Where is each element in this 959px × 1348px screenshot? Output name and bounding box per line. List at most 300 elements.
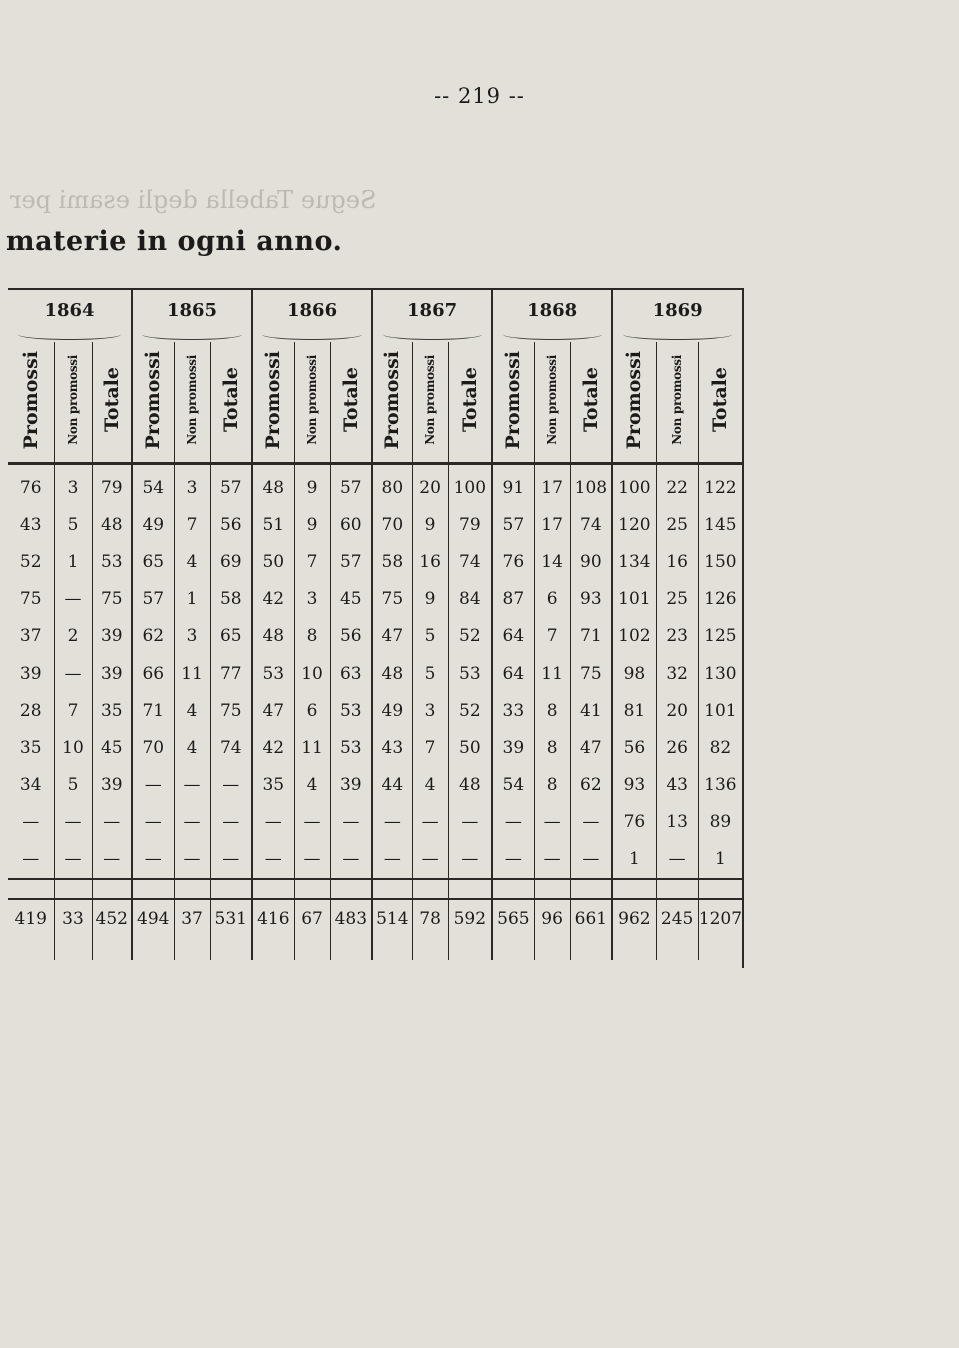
table-cell: 7 [412, 729, 448, 766]
table-cell: 39 [92, 767, 132, 804]
table-tail-row [8, 938, 742, 960]
table-cell: 39 [92, 655, 132, 692]
column-header-label: Promossi [262, 350, 285, 450]
table-cell [210, 879, 252, 899]
year-brace [383, 329, 482, 340]
table-cell: 16 [656, 543, 698, 580]
table-cell: 10 [54, 729, 92, 766]
table-cell: 20 [412, 464, 448, 507]
table-cell [570, 938, 612, 960]
table-cell: 39 [330, 767, 372, 804]
table-cell [294, 879, 330, 899]
table-cell [92, 879, 132, 899]
table-cell [612, 938, 656, 960]
table-cell: 91 [492, 464, 534, 507]
table-cell: 93 [612, 767, 656, 804]
column-header-label: Promossi [502, 350, 525, 450]
table-cell: — [330, 841, 372, 879]
table-cell: 1 [54, 543, 92, 580]
table-cell: 2 [54, 618, 92, 655]
table-cell: 57 [492, 506, 534, 543]
table-cell [448, 879, 492, 899]
table-cell: 89 [698, 804, 742, 841]
column-header-label: Totale [458, 367, 481, 433]
table-cell: 96 [534, 899, 570, 938]
table-cell [132, 938, 174, 960]
table-cell: 11 [174, 655, 210, 692]
table-cell: 63 [330, 655, 372, 692]
table-cell: 11 [294, 729, 330, 766]
table-cell: 65 [132, 543, 174, 580]
table-cell: 3 [174, 464, 210, 507]
table-cell: 7 [54, 692, 92, 729]
table-cell: 452 [92, 899, 132, 938]
column-header [174, 342, 210, 464]
table-row [8, 692, 742, 729]
table-cell: 1207 [698, 899, 742, 938]
table-cell [210, 938, 252, 960]
table-cell: 47 [372, 618, 412, 655]
table-cell: 54 [492, 767, 534, 804]
table-cell [492, 879, 534, 899]
year-label: 1866 [287, 300, 338, 321]
table-cell: 7 [174, 506, 210, 543]
table-cell: 419 [14, 909, 47, 930]
table-cell [534, 938, 570, 960]
table-cell: 35 [252, 767, 294, 804]
table-cell: — [54, 581, 92, 618]
table-cell [330, 879, 372, 899]
year-header-row [8, 288, 742, 342]
column-header [534, 342, 570, 464]
table-cell: — [372, 804, 412, 841]
table-cell: — [132, 804, 174, 841]
table-cell: 661 [570, 899, 612, 938]
table-row [8, 729, 742, 766]
table-cell: 62 [132, 618, 174, 655]
table-cell: 49 [372, 692, 412, 729]
table-cell: — [534, 841, 570, 879]
table-cell: 82 [698, 729, 742, 766]
table-cell: 245 [656, 899, 698, 938]
table-cell: 53 [252, 655, 294, 692]
table-cell: — [22, 812, 40, 833]
table-cell: 76 [612, 804, 656, 841]
table-cell: 125 [698, 618, 742, 655]
table-cell: 48 [448, 767, 492, 804]
table-cell: 1 [612, 841, 656, 879]
table-cell: 8 [534, 692, 570, 729]
table-cell: — [570, 804, 612, 841]
table-cell: 48 [92, 506, 132, 543]
table-cell: 70 [132, 729, 174, 766]
table-cell: — [448, 841, 492, 879]
column-header [294, 342, 330, 464]
table-cell: 34 [19, 775, 42, 796]
table-cell: 69 [210, 543, 252, 580]
column-header-label: Non promossi [545, 355, 560, 445]
table-cell: 45 [330, 581, 372, 618]
table-cell: 75 [19, 589, 42, 610]
table-cell: 57 [330, 464, 372, 507]
table-cell: 74 [448, 543, 492, 580]
table-cell: 4 [412, 767, 448, 804]
table-cell: — [294, 841, 330, 879]
table-cell: 145 [698, 506, 742, 543]
table-cell: 44 [372, 767, 412, 804]
table-row [8, 506, 742, 543]
table-row [8, 464, 742, 507]
table-cell: 4 [174, 543, 210, 580]
table-cell: 81 [612, 692, 656, 729]
table-cell: 58 [210, 581, 252, 618]
table-cell: 47 [252, 692, 294, 729]
table-cell: 3 [174, 618, 210, 655]
table-cell: — [92, 841, 132, 879]
table-cell: 22 [656, 464, 698, 507]
table-cell: 79 [92, 464, 132, 507]
table-cell: 5 [54, 767, 92, 804]
table-cell [174, 938, 210, 960]
year-brace [503, 329, 602, 340]
table-cell: 51 [252, 506, 294, 543]
table-cell: 57 [210, 464, 252, 507]
table-cell [612, 879, 656, 899]
table-cell [698, 938, 742, 960]
table-cell: 77 [210, 655, 252, 692]
column-header-label: Non promossi [305, 355, 320, 445]
table-cell: 5 [54, 506, 92, 543]
column-header [54, 342, 92, 464]
table-cell: 54 [132, 464, 174, 507]
table-cell: 71 [132, 692, 174, 729]
column-header-label: Totale [100, 367, 123, 433]
table-cell: 25 [656, 581, 698, 618]
table-cell: 39 [92, 618, 132, 655]
table-cell: — [174, 841, 210, 879]
column-header [132, 342, 174, 464]
year-brace [18, 329, 121, 340]
table-cell: 53 [330, 729, 372, 766]
table-cell: 43 [372, 729, 412, 766]
table-cell: 101 [612, 581, 656, 618]
table-cell: 87 [492, 581, 534, 618]
table-cell: 48 [252, 618, 294, 655]
table-cell: 4 [294, 767, 330, 804]
table-cell: 32 [656, 655, 698, 692]
table-cell: 37 [19, 626, 42, 647]
table-cell [132, 879, 174, 899]
subheader-row [8, 342, 742, 464]
table-cell: 75 [92, 581, 132, 618]
table-right-rule [742, 288, 744, 968]
table-cell: 41 [570, 692, 612, 729]
table-cell: 120 [612, 506, 656, 543]
table-cell: 9 [294, 464, 330, 507]
table-cell: 13 [656, 804, 698, 841]
table-cell: 58 [372, 543, 412, 580]
table-cell: 531 [210, 899, 252, 938]
table-cell: 70 [372, 506, 412, 543]
table-row [8, 581, 742, 618]
column-header-label: Totale [579, 367, 602, 433]
table-cell: — [294, 804, 330, 841]
table-cell: 565 [492, 899, 534, 938]
table-cell: 4 [174, 692, 210, 729]
table-caption: materie in ogni anno. [6, 226, 343, 257]
column-header [656, 342, 698, 464]
year-header [132, 288, 252, 342]
table-cell: 64 [492, 655, 534, 692]
table-cell: 100 [612, 464, 656, 507]
table-cell: 514 [372, 899, 412, 938]
table-cell: 53 [448, 655, 492, 692]
table-cell: 76 [492, 543, 534, 580]
year-header [492, 288, 612, 342]
table-cell: 416 [252, 899, 294, 938]
table-cell: 7 [294, 543, 330, 580]
table-cell [534, 879, 570, 899]
table-cell [252, 938, 294, 960]
table-cell: — [174, 804, 210, 841]
table-cell: 80 [372, 464, 412, 507]
table-cell: 6 [294, 692, 330, 729]
table-cell [54, 879, 92, 899]
exam-results-table [8, 288, 742, 960]
table-cell: — [656, 841, 698, 879]
table-cell: 494 [132, 899, 174, 938]
table-row [8, 804, 742, 841]
table-cell: 1 [174, 581, 210, 618]
table-cell: 42 [252, 729, 294, 766]
table-cell: 79 [448, 506, 492, 543]
table-cell: 8 [534, 729, 570, 766]
column-header [612, 342, 656, 464]
table-cell: 57 [330, 543, 372, 580]
table-cell: — [132, 767, 174, 804]
table-row [8, 767, 742, 804]
table-cell: 17 [534, 464, 570, 507]
column-header [492, 342, 534, 464]
table-cell: 71 [570, 618, 612, 655]
table-cell: 35 [19, 737, 42, 758]
table-cell [8, 879, 54, 899]
column-header [330, 342, 372, 464]
table-cell: — [210, 767, 252, 804]
column-header-label: Promossi [381, 350, 404, 450]
table-cell: — [174, 767, 210, 804]
table-cell: 93 [570, 581, 612, 618]
table-cell: — [252, 804, 294, 841]
column-header-label: Totale [709, 367, 732, 433]
table-cell: 60 [330, 506, 372, 543]
year-label: 1869 [652, 300, 703, 321]
table-cell: 66 [132, 655, 174, 692]
table-cell: 48 [252, 464, 294, 507]
table-cell: 75 [372, 581, 412, 618]
table-cell: — [54, 841, 92, 879]
table-row [8, 543, 742, 580]
table-cell: 56 [210, 506, 252, 543]
column-header [8, 342, 54, 464]
column-header [412, 342, 448, 464]
year-brace [142, 329, 241, 340]
table-cell: 52 [448, 618, 492, 655]
totals-row [8, 899, 742, 938]
year-brace [623, 329, 731, 340]
table-cell: 64 [492, 618, 534, 655]
total-separator-row [8, 879, 742, 899]
year-header [612, 288, 742, 342]
table-cell: 33 [54, 899, 92, 938]
column-header [570, 342, 612, 464]
table-cell: 43 [19, 514, 42, 535]
table-cell [92, 938, 132, 960]
table-cell: 42 [252, 581, 294, 618]
table-cell: — [22, 849, 40, 870]
table-cell: 50 [448, 729, 492, 766]
table-cell: 43 [656, 767, 698, 804]
table-cell: 28 [19, 700, 42, 721]
table-cell: 1 [698, 841, 742, 879]
column-header-label: Promossi [623, 350, 646, 450]
table-cell [448, 938, 492, 960]
table-cell: 102 [612, 618, 656, 655]
table-cell: 5 [412, 618, 448, 655]
table-cell: — [448, 804, 492, 841]
table-cell [698, 879, 742, 899]
column-header-label: Non promossi [66, 355, 80, 445]
table-cell: — [54, 655, 92, 692]
table-cell [412, 938, 448, 960]
year-brace [262, 329, 361, 340]
table-cell [174, 879, 210, 899]
table-cell: 74 [570, 506, 612, 543]
table-cell: 5 [412, 655, 448, 692]
table-cell: 126 [698, 581, 742, 618]
table-cell: 53 [92, 543, 132, 580]
table-cell: — [372, 841, 412, 879]
table-cell: 136 [698, 767, 742, 804]
table-cell: 75 [210, 692, 252, 729]
table-row [8, 841, 742, 879]
table-cell: 74 [210, 729, 252, 766]
table-cell: 65 [210, 618, 252, 655]
page-number: -- 219 -- [434, 84, 525, 108]
table-cell [8, 938, 54, 960]
table-cell: 84 [448, 581, 492, 618]
table-cell: 3 [412, 692, 448, 729]
table-cell: — [492, 804, 534, 841]
table-cell [252, 879, 294, 899]
table-cell [570, 879, 612, 899]
table-cell: 76 [19, 477, 42, 498]
table-cell: 9 [412, 506, 448, 543]
table-cell: 134 [612, 543, 656, 580]
column-header-label: Non promossi [423, 355, 438, 445]
table-cell: 17 [534, 506, 570, 543]
table-cell: 75 [570, 655, 612, 692]
table-cell: — [92, 804, 132, 841]
table-cell: 26 [656, 729, 698, 766]
table-cell: 8 [534, 767, 570, 804]
table-cell [372, 938, 412, 960]
table-cell [372, 879, 412, 899]
table-cell: 39 [492, 729, 534, 766]
table-cell: 49 [132, 506, 174, 543]
table-cell: 9 [412, 581, 448, 618]
table-cell: — [492, 841, 534, 879]
table-cell [656, 938, 698, 960]
column-header-label: Non promossi [670, 355, 685, 445]
table-cell: 33 [492, 692, 534, 729]
column-header-label: Totale [339, 367, 362, 433]
table-cell: 23 [656, 618, 698, 655]
table-row [8, 618, 742, 655]
table-cell: 7 [534, 618, 570, 655]
table-cell: — [412, 841, 448, 879]
year-header [372, 288, 492, 342]
table-cell: 45 [92, 729, 132, 766]
table-cell: 25 [656, 506, 698, 543]
table-cell: 67 [294, 899, 330, 938]
column-header-label: Promossi [19, 350, 42, 450]
column-header [252, 342, 294, 464]
table-cell: 11 [534, 655, 570, 692]
table-cell: 50 [252, 543, 294, 580]
table-cell [412, 879, 448, 899]
table-cell: 14 [534, 543, 570, 580]
year-label: 1865 [166, 300, 218, 321]
table-cell: 3 [294, 581, 330, 618]
table-cell: 56 [612, 729, 656, 766]
table-cell: 10 [294, 655, 330, 692]
table-cell: 52 [448, 692, 492, 729]
table-cell: — [412, 804, 448, 841]
table-cell: 57 [132, 581, 174, 618]
table-cell: 62 [570, 767, 612, 804]
table-cell: 130 [698, 655, 742, 692]
column-header [698, 342, 742, 464]
bleed-through-text: Segue Tabella degli esami per [10, 186, 377, 214]
table-cell: 78 [412, 899, 448, 938]
table-cell: 122 [698, 464, 742, 507]
table-row [8, 655, 742, 692]
table-cell [492, 938, 534, 960]
table-cell: 150 [698, 543, 742, 580]
table-cell [330, 938, 372, 960]
year-label: 1868 [527, 300, 578, 321]
table-cell [54, 938, 92, 960]
table-cell: 37 [174, 899, 210, 938]
table-cell: — [252, 841, 294, 879]
column-header-label: Non promossi [185, 355, 200, 445]
table-cell: — [210, 804, 252, 841]
table-cell [294, 938, 330, 960]
table-cell: 108 [570, 464, 612, 507]
column-header-label: Promossi [142, 350, 165, 450]
column-header [92, 342, 132, 464]
table-cell: 90 [570, 543, 612, 580]
table-cell: 8 [294, 618, 330, 655]
year-header [252, 288, 372, 342]
column-header [372, 342, 412, 464]
table-cell: 483 [330, 899, 372, 938]
column-header [448, 342, 492, 464]
table-cell: 592 [448, 899, 492, 938]
table-cell: 6 [534, 581, 570, 618]
table-cell: 56 [330, 618, 372, 655]
